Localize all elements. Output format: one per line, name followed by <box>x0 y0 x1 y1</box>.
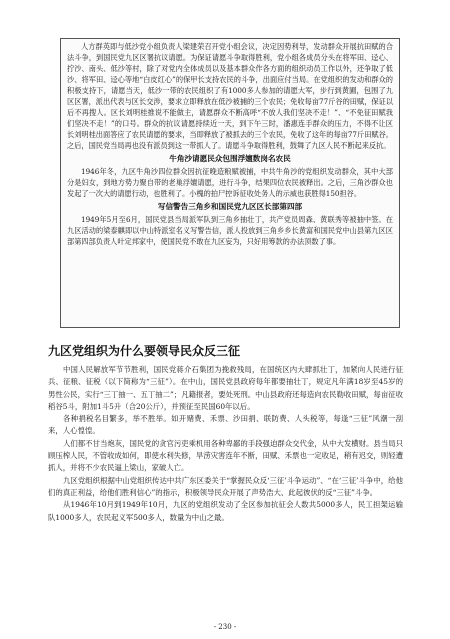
body-paragraph: 各种捐税名目繁多，举不胜举。如开赌费、禾票、沙田捐、联防费、人头税等，每逢“三征”风潮一刮来，人心惶惶。 <box>48 414 403 436</box>
body-paragraph: 人们都不甘当炮灰，国民党的贪官污吏乘机用各种卑鄙的手段强迫群众交代金，从中大发横财。县当局只顾压榨人民，不管收成如何，即使水利失修，旱涝灾害连年不断，田赋、禾票也一定收足，稍有迟交，则轻遭抓人，并将不少农民逼上梁山，家破人亡。 <box>48 438 403 473</box>
subsection-heading: 写信警告三角乡和国民党九区区长部第四部 <box>157 202 303 211</box>
section-body <box>48 364 403 604</box>
body-paragraph: 九区党组织根据中山党组织传达中共广东区委关于“掌握民众反‘三征’斗争运动”、“在‘三征’斗争中，给他们的真正利益，给他们胜利信心”的指示，积极领导民众开展了声势浩大、此起彼伏的反“三征”斗争。 <box>48 475 403 497</box>
body-paragraph: 从1946年10月到1949年10月，九区的党组织发动了全区参加抗征会人数共5000多人，民工担架运输队1000多人，农民起义军500多人，数量为中山之最。 <box>48 500 403 522</box>
boxed-paragraph: 人方群英即与低沙党小组负责人梁建荣召开党小组会议，决定因势利导，发动群众开展抗田赋的合法斗争，到国民党九区区署抗议请愿。为保证请愿斗争取得胜利，党小组各成员分头在将军田、迳心、拧沙、南头、低沙等村，除了对党内全体成员以及基本群众作各方面的组织动员工作以外，还争取了低沙、将军田、迳心等地“白皮红心”的保甲长支持农民的斗争，出面应付当局。在党组织的发动和群众的积极支持下，请愿当天，低沙一带的农民组织了有1000多人参加的请愿大军，步行到黄圃，包围了九区区署，派出代表与区长交涉，要求立即释放在低沙被捕的三个农民；免收每亩77斤谷的田赋，保证以后不再搜人。区长刘明桂推说不能做主，请愿群众不断高呼“不放人我们坚决不走！”、“不免征田赋我们坚决不走！”的口号。群众的抗议请愿持续近一天，到下午三时，潘惠连手群众的压力，不得不让区长刘明桂出面答应了农民请愿的要求，当即释放了被抓去的三个农民，免收了这年的每亩77斤田赋谷。之后，国民党当局再也没有派员到这一带抓人了。请愿斗争取得胜利，鼓舞了九区人民不断起来反抗。 <box>67 42 393 150</box>
subsection-paragraph: 1946年冬，九区牛角沙四位群众因抗征晚造粮赋被捕，中共牛角沙的党组织发动群众，其中大部分是妇女，到地方势力聚自带的老巢浮嬗请愿，进行斗争，结果四位农民被释出。之后，三角沙群众也发起了一次大的请愿行动，也胜利了。小槐的拍尸控诉征收处务人的示威也获胜得150担谷。 <box>67 167 393 198</box>
boxed-article <box>60 38 400 328</box>
section-title: 九区党组织为什么要领导民众反三征 <box>48 344 241 358</box>
page-number: - 230 - <box>213 623 237 631</box>
subsection-paragraph: 1949年5月至6月，国民党县当局派军队到三角乡抽壮丁，共产党员周森、黄联秀等被抽中签。在九区活动的梁泰麒即以中山特派室名义写警告信，派人投放到三角乡乡长黄富和国民党中山县第九区区部第四部负责人叶定邦家中，使国民党不敢在九区妄为，只好用筹款的办法顶数了事。 <box>67 215 393 246</box>
subsection-heading: 牛角沙请愿民众包围浮嬗数岗名农民 <box>169 154 291 163</box>
body-paragraph: 中国人民解放军节节胜利，国民党蒋介石集团为挽救残局，在国统区内大肆抓壮丁，加紧向人民进行征兵、征粮、征税（以下简称为“三征”）。在中山，国民党县政府每年都要抽壮丁，规定凡年满18岁至45岁的男性公民，实行“三丁抽一、五丁抽二”；凡籍报者，要处死刑。中山县政府还每造向农民勒收田赋，每亩征收稻谷5斗，附加1斗5升（合20公斤），并预征至民国60年以后。 <box>48 365 403 411</box>
